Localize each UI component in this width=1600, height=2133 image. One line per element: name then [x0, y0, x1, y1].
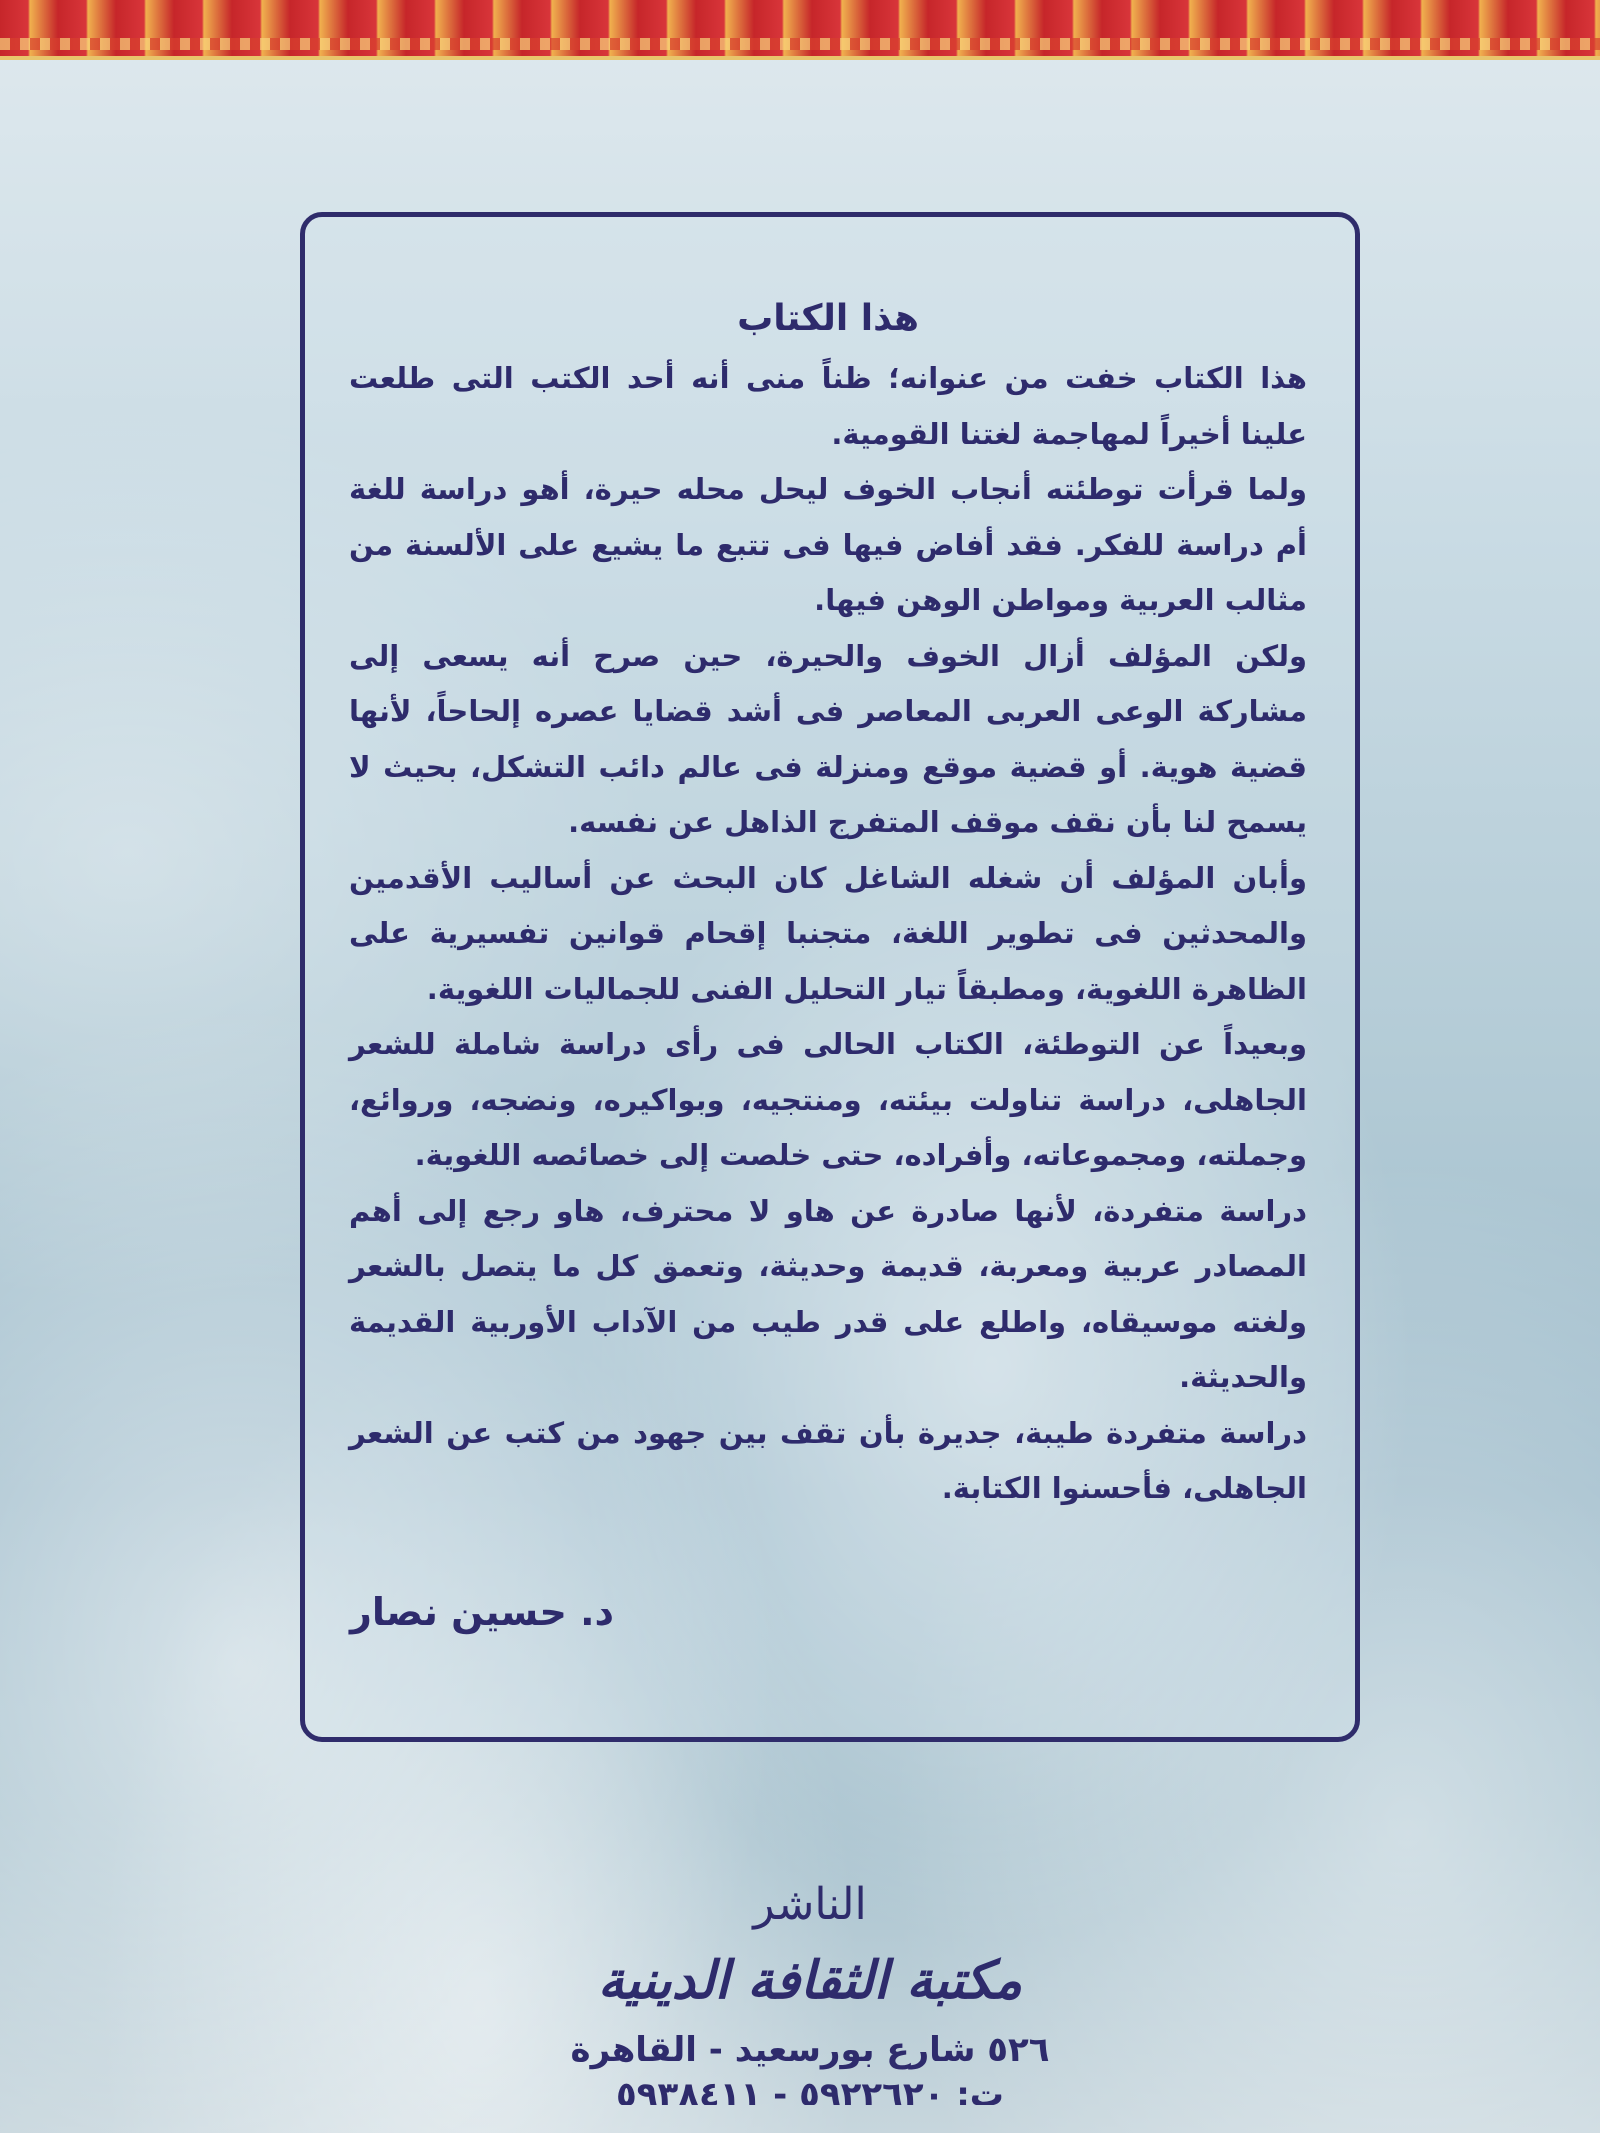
publisher-phone: ت: ٥٩٢٢٦٢٠ - ٥٩٣٨٤١١ — [616, 2075, 1004, 2105]
author-signature: د. حسين نصار — [350, 1590, 615, 1634]
paragraph: دراسة متفردة، لأنها صادرة عن هاو لا محترف، هاو رجع إلى أهم المصادر عربية ومعربة، قديمة وحديثة، وتعمق كل ما يتصل بالشعر ولغته موسيقاه، واطلع على قدر طيب من الآداب الأوربية القديمة والحديثة. — [349, 1193, 1307, 1394]
paragraph: ولما قرأت توطئته أنجاب الخوف ليحل محله حيرة، أهو دراسة للغة أم دراسة للفكر. فقد أفاض فيها فى تتبع ما يشيع على الألسنة من مثالب العربية ومواطن الوهن فيها. — [349, 472, 1307, 617]
ornamental-top-border — [0, 0, 1600, 60]
back-cover-text-frame — [300, 212, 1360, 1742]
publisher-block — [460, 1875, 1160, 2105]
publisher-label: الناشر — [753, 1879, 867, 1930]
frame-title: هذا الكتاب — [737, 298, 919, 339]
paragraph: دراسة متفردة طيبة، جديرة بأن تقف بين جهود من كتب عن الشعر الجاهلى، فأحسنوا الكتابة. — [349, 1415, 1307, 1505]
paragraph: وأبان المؤلف أن شغله الشاغل كان البحث عن أساليب الأقدمين والمحدثين فى تطوير اللغة، متجنبا إقحام قوانين تفسيرية على الظاهرة اللغوية، ومطبقاً تيار التحليل الفنى للجماليات اللغوية. — [349, 860, 1307, 1006]
publisher-name: مكتبة الثقافة الدينية — [597, 1950, 1023, 2011]
paragraph: ولكن المؤلف أزال الخوف والحيرة، حين صرح أنه يسعى إلى مشاركة الوعى العربى المعاصر فى أشد قضايا عصره إلحاحاً، لأنها قضية هوية. أو قضية موقع ومنزلة فى عالم دائب التشكل، بحيث لا يسمح لنا بأن نقف موقف المتفرج الذاهل عن نفسه. — [349, 638, 1307, 839]
publisher-address: ٥٢٦ شارع بورسعيد - القاهرة — [570, 2030, 1050, 2070]
ornamental-top-border-pattern — [0, 38, 1600, 50]
frame-content — [349, 295, 1307, 1517]
paragraph: هذا الكتاب خفت من عنوانه؛ ظناً منى أنه أحد الكتب التى طلعت علينا أخيراً لمهاجمة لغتنا القومية. — [349, 361, 1307, 451]
paragraph: وبعيداً عن التوطئة، الكتاب الحالى فى رأى دراسة شاملة للشعر الجاهلى، دراسة تناولت بيئته، ومنتجيه، وبواكيره، ونضجه، وروائع، وجملته، ومجموعاته، وأفراده، حتى خلصت إلى خصائصه اللغوية. — [349, 1027, 1307, 1172]
